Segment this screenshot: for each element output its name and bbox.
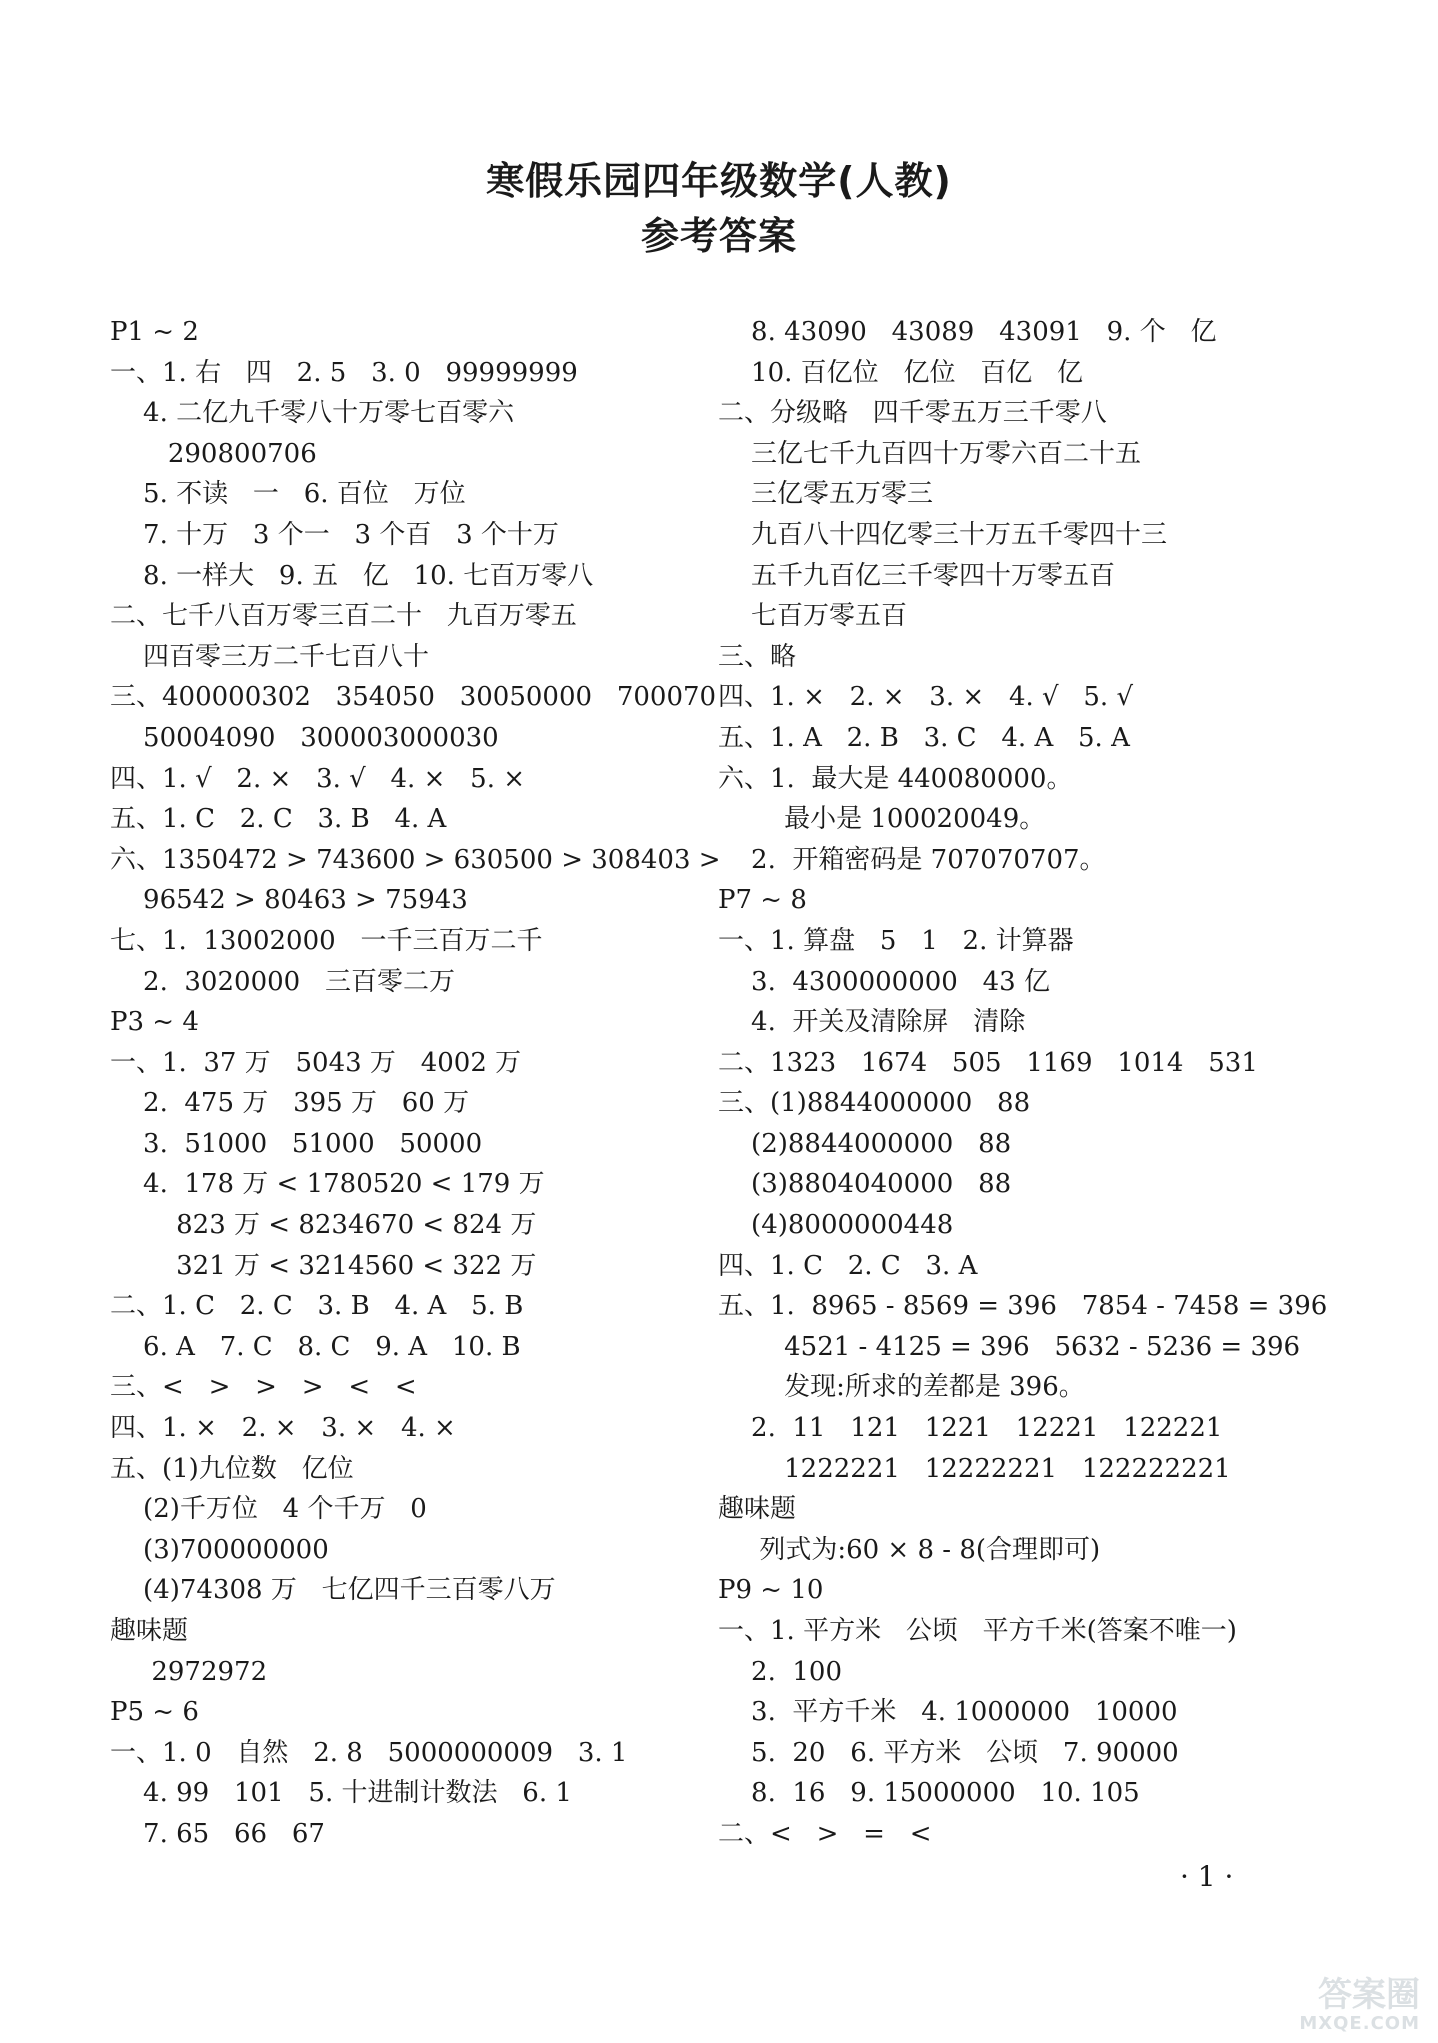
answer-line: 4521 - 4125 = 396 5632 - 5236 = 396 [718,1331,1301,1362]
watermark-domain: MXQE.COM [1299,2013,1420,2034]
answer-line: 六、1. 最大是 440080000。 [718,763,1073,794]
answer-line: 七、1. 13002000 一千三百万二千 [110,925,543,956]
answer-line: 823 万 < 8234670 < 824 万 [110,1210,537,1241]
answer-line: 三、< > > > < < [110,1372,417,1403]
answer-line: 8. 一样大 9. 五 亿 10. 七百万零八 [110,560,594,591]
answer-line: 5. 20 6. 平方米 公顷 7. 90000 [718,1737,1179,1768]
answer-line: 1222221 12222221 122222221 [718,1453,1231,1484]
answer-line: 五、1. 8965 - 8569 = 396 7854 - 7458 = 396 [718,1291,1328,1322]
page-subtitle: 参考答案 [640,214,797,258]
answer-line: 最小是 100020049。 [718,804,1046,835]
answer-line: 四、1. × 2. × 3. × 4. × [110,1413,456,1444]
answer-line: 5. 不读 一 6. 百位 万位 [110,479,466,510]
answer-line: 290800706 [110,438,317,469]
answer-line: (3)8804040000 88 [718,1169,1012,1200]
answer-line: 96542 > 80463 > 75943 [110,885,468,916]
answer-line: 7. 十万 3 个一 3 个百 3 个十万 [110,519,559,550]
answer-line: 4. 99 101 5. 十进制计数法 6. 1 [110,1778,572,1809]
answer-line: 三、略 [718,641,797,672]
answer-line: 6. A 7. C 8. C 9. A 10. B [110,1331,521,1362]
answer-line: 二、分级略 四千零五万三千零八 [718,398,1107,429]
answer-line: 一、1. 右 四 2. 5 3. 0 99999999 [110,357,578,388]
watermark-logo [1250,1977,1420,2037]
answer-line: 一、1. 0 自然 2. 8 5000000009 3. 1 [110,1737,628,1768]
answer-line: (2)千万位 4 个千万 0 [110,1494,427,1525]
answer-line: P7 ~ 8 [718,885,807,916]
answer-line: 四、1. × 2. × 3. × 4. √ 5. √ [718,682,1134,713]
watermark-text: 答案圈 [1318,1975,1420,2015]
answer-line: 趣味题 [718,1494,797,1525]
answer-line: 趣味题 [110,1616,189,1646]
answer-line: 8. 16 9. 15000000 10. 105 [718,1778,1140,1809]
answer-line: 七百万零五百 [718,601,908,632]
answer-line: 50004090 300003000030 [110,722,499,753]
answer-line: 三亿零五万零三 [718,479,934,510]
answer-line: 7. 65 66 67 [110,1818,325,1849]
answer-line: 2. 100 [718,1656,843,1687]
answer-line: (3)700000000 [110,1534,329,1565]
answer-line: 一、1. 平方米 公顷 平方千米(答案不唯一) [718,1616,1237,1646]
answer-line: P5 ~ 6 [110,1697,199,1728]
page-title: 寒假乐园四年级数学(人教) [486,159,952,203]
answer-line: 3. 4300000000 43 亿 [718,966,1050,997]
answer-line: 2. 3020000 三百零二万 [110,966,455,997]
answer-line: 4. 二亿九千零八十万零七百零六 [110,398,515,429]
right-answer-column [718,312,1358,1855]
answer-line: P1 ~ 2 [110,317,199,347]
answer-line: 四、1. √ 2. × 3. √ 4. × 5. × [110,763,526,794]
answer-line: 8. 43090 43089 43091 9. 个 亿 [718,317,1217,347]
answer-line: 四、1. C 2. C 3. A [718,1250,978,1281]
answer-line: 一、1. 37 万 5043 万 4002 万 [110,1047,522,1078]
answer-line: 五千九百亿三千零四十万零五百 [718,560,1116,591]
answer-line: 321 万 < 3214560 < 322 万 [110,1250,537,1281]
answer-line: 4. 178 万 < 1780520 < 179 万 [110,1169,545,1200]
answer-line: 三、400000302 354050 30050000 700070 [110,682,717,713]
answer-line: 发现:所求的差都是 396。 [718,1372,1085,1403]
answer-line: 五、1. C 2. C 3. B 4. A [110,804,447,835]
answer-line: P9 ~ 10 [718,1575,824,1606]
answer-line: (4)8000000448 [718,1210,954,1241]
answer-line: 一、1. 算盘 5 1 2. 计算器 [718,925,1074,956]
answer-line: 10. 百亿位 亿位 百亿 亿 [718,357,1084,388]
answer-line: 六、1350472 > 743600 > 630500 > 308403 > [110,844,721,875]
answer-line: (2)8844000000 88 [718,1128,1012,1159]
answer-line: 二、七千八百万零三百二十 九百万零五 [110,601,577,632]
answer-line: 4. 开关及清除屏 清除 [718,1007,1026,1038]
answer-line: 四百零三万二千七百八十 [110,641,430,672]
page-number: · 1 · [1180,1860,1234,1893]
answer-line: 二、1. C 2. C 3. B 4. A 5. B [110,1291,524,1322]
answer-line: 三、(1)8844000000 88 [718,1088,1031,1119]
answer-line: 三亿七千九百四十万零六百二十五 [718,438,1142,469]
answer-line: 3. 平方千米 4. 1000000 10000 [718,1697,1178,1728]
answer-line: 2. 11 121 1221 12221 122221 [718,1413,1223,1444]
answer-line: (4)74308 万 七亿四千三百零八万 [110,1575,556,1606]
answer-line: 2. 开箱密码是 707070707。 [718,844,1106,875]
answer-line: 二、< > = < [718,1818,932,1849]
answer-line: 九百八十四亿零三十万五千零四十三 [718,519,1168,550]
answer-line: P3 ~ 4 [110,1007,199,1038]
answer-line: 五、(1)九位数 亿位 [110,1453,354,1484]
answer-line: 3. 51000 51000 50000 [110,1128,483,1159]
answer-line: 列式为:60 × 8 - 8(合理即可) [718,1534,1101,1565]
left-answer-column [110,312,721,1855]
answer-line: 二、1323 1674 505 1169 1014 531 [718,1047,1258,1078]
answer-line: 2972972 [110,1656,268,1687]
answer-line: 2. 475 万 395 万 60 万 [110,1088,470,1119]
answer-line: 五、1. A 2. B 3. C 4. A 5. A [718,722,1130,753]
